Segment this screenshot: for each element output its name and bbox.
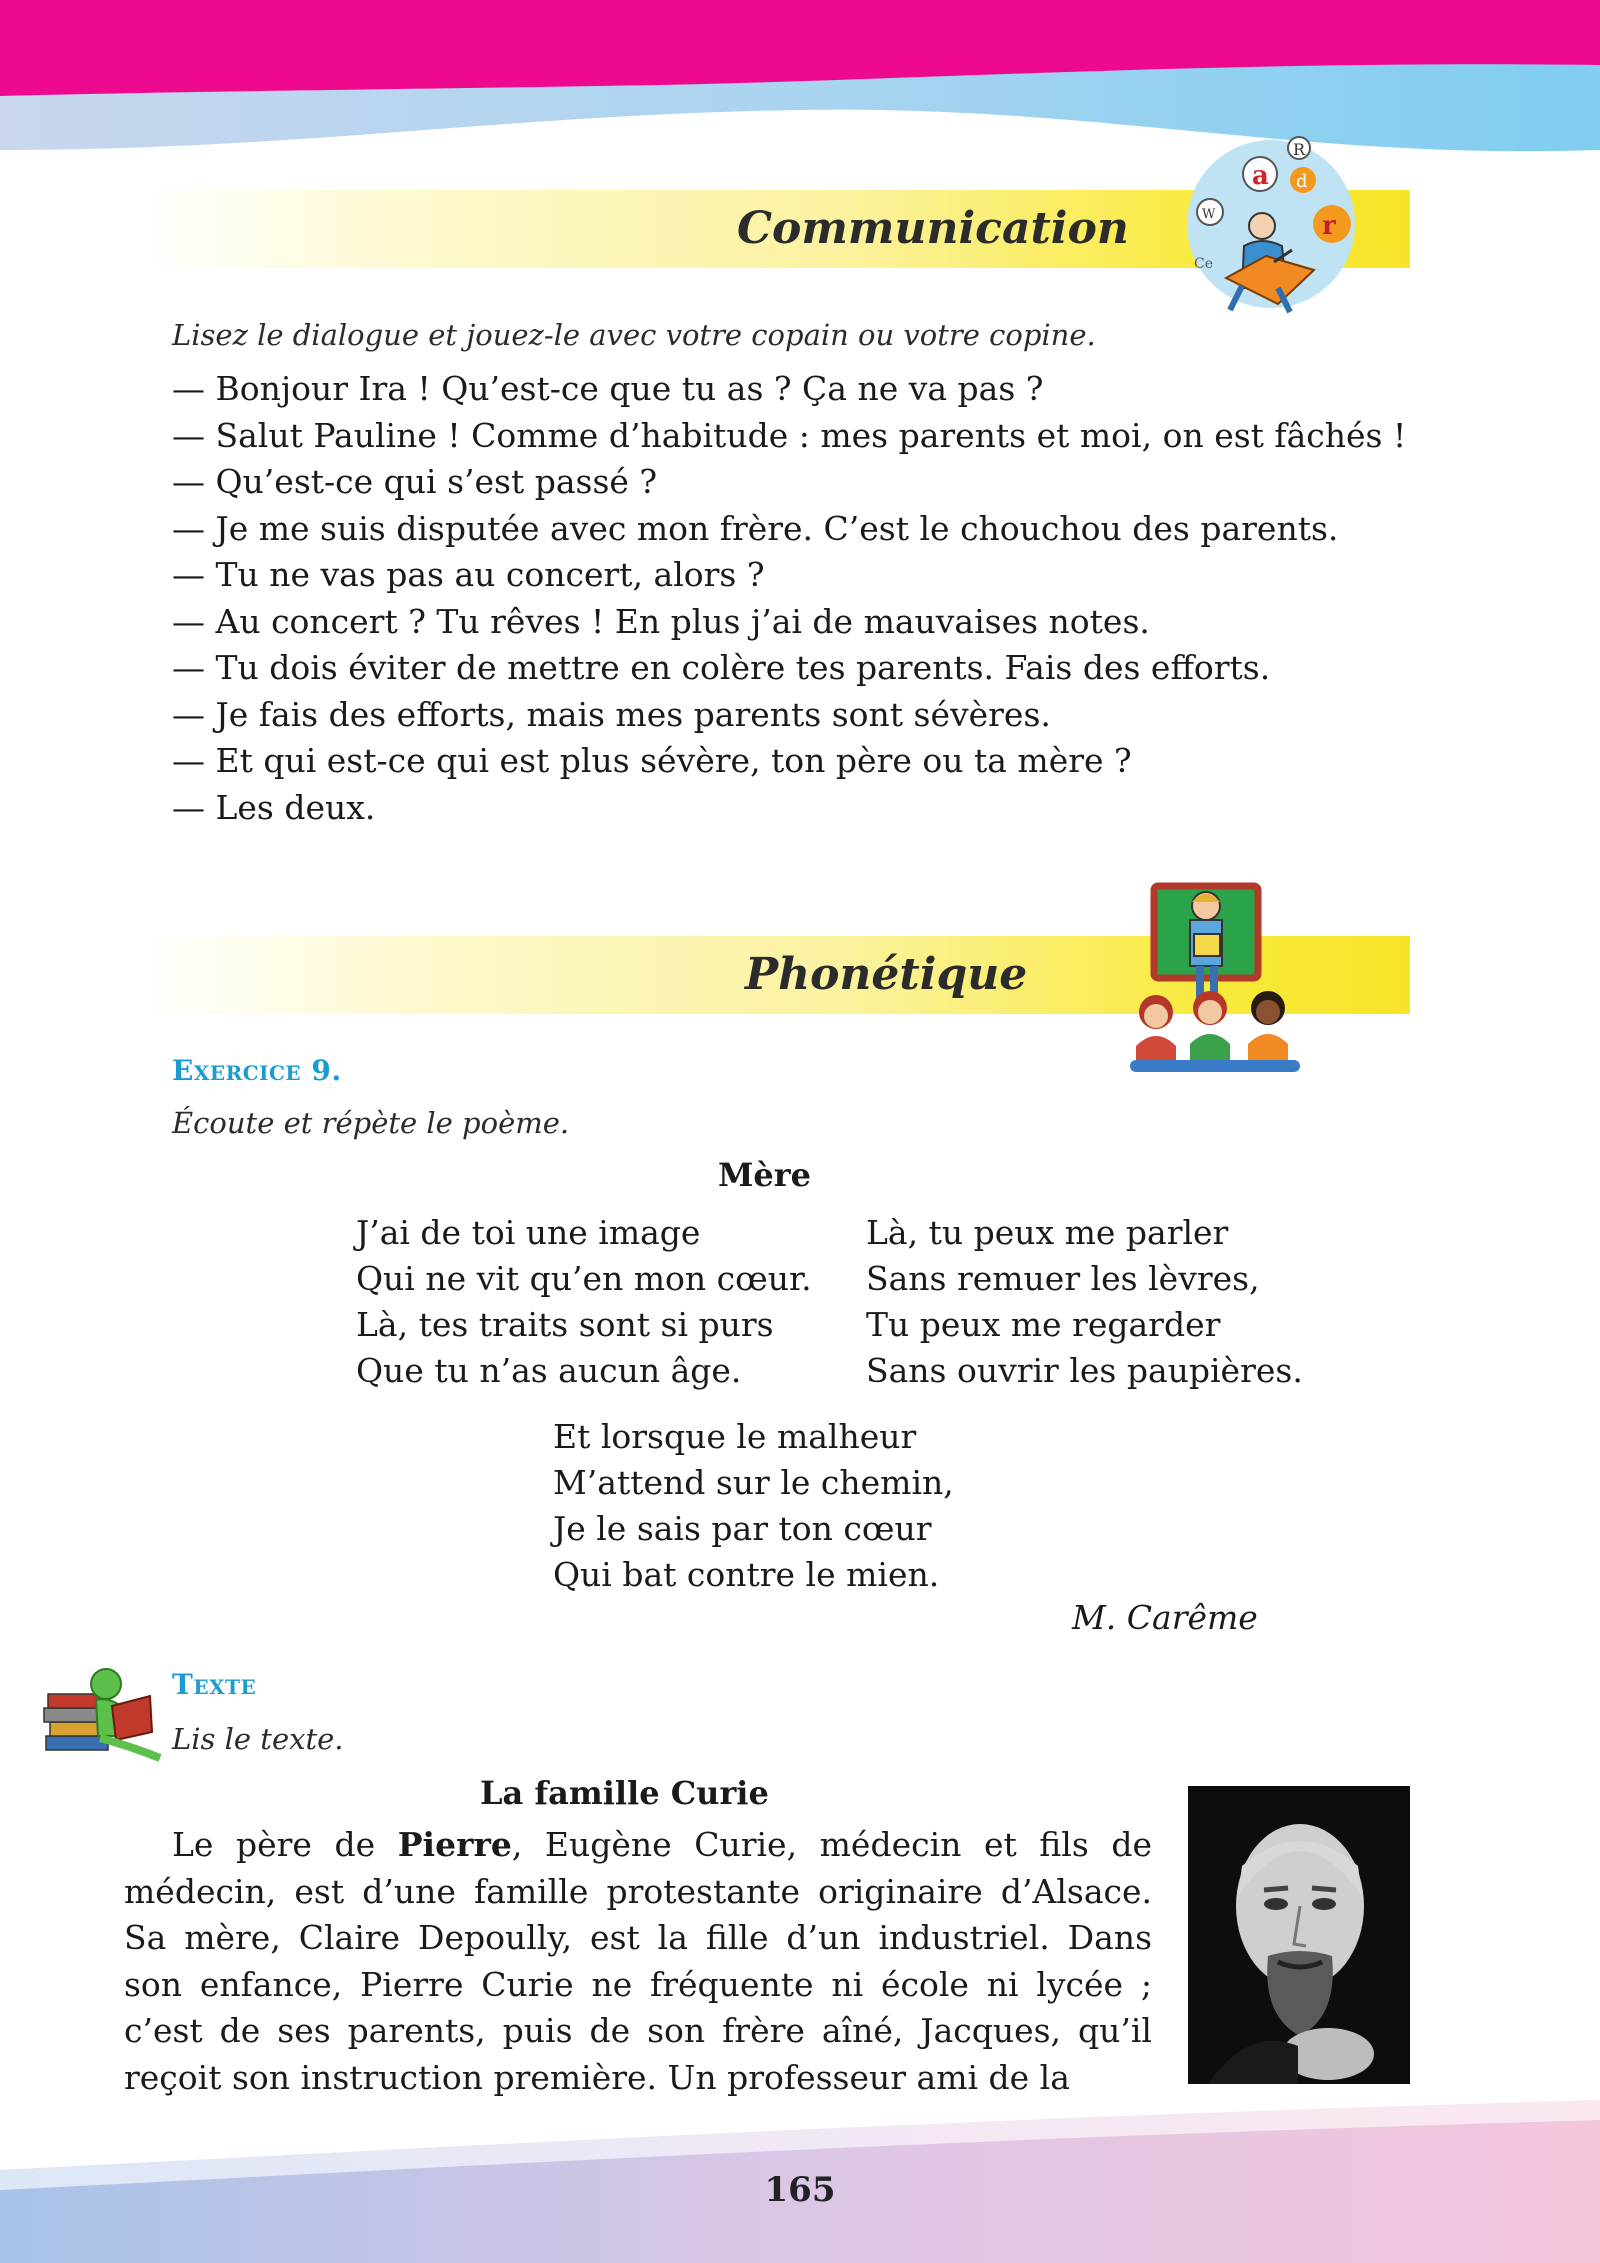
letters-reading-icon [1182,128,1360,320]
poem-line: Que tu n’as aucun âge. [356,1351,742,1390]
poem-stanza-bottom [553,1414,954,1598]
poem-stanza-left [356,1210,812,1394]
poem-line: M’attend sur le chemin, [553,1463,954,1502]
svg-text:W: W [1202,207,1216,222]
texte-label: Texte [172,1668,257,1701]
exercise-label: Exercice 9. [172,1054,342,1087]
dialogue-line: — Qu’est-ce qui s’est passé ? [172,462,658,501]
svg-text:R: R [1293,140,1306,159]
paragraph-lead: Le père de [172,1825,398,1864]
phonetique-instruction: Écoute et répète le poème. [172,1106,570,1140]
dialogue-line: — Et qui est-ce qui est plus sévère, ton père ou ta mère ? [172,741,1132,780]
communication-instruction: Lisez le dialogue et jouez-le avec votre copain ou votre copine. [172,318,1096,352]
poem-line: J’ai de toi une image [356,1213,701,1252]
dialogue-line: — Tu ne vas pas au concert, alors ? [172,555,765,594]
poem-line: Là, tu peux me parler [866,1213,1229,1252]
paragraph-body: , Eugène Curie, médecin et fils de médecin, est d’une famille protestante originaire d’Alsace. Sa mère, Claire Depoully, est la fille d’un industriel. Dans son enfance, Pierre Curie ne fréquente ni école ni lycée ; c’est de ses parents, puis de son frère aîné, Jacques, qu’il reçoit son instruction première. Un professeur ami de la [124,1825,1152,2097]
phonetique-title: Phonétique [745,949,1028,1000]
poem-line: Sans ouvrir les paupières. [866,1351,1303,1390]
poem-stanza-right [866,1210,1303,1394]
poem-author: M. Carême [1072,1598,1258,1637]
svg-text:a: a [1252,161,1269,191]
books-reader-icon [40,1666,170,1766]
texte-paragraph [124,1822,1152,2101]
texte-instruction: Lis le texte. [172,1722,344,1756]
pierre-curie-portrait [1188,1786,1410,2084]
poem-line: Je le sais par ton cœur [553,1509,932,1548]
poem-line: Tu peux me regarder [866,1305,1221,1344]
dialogue-line: — Tu dois éviter de mettre en colère tes parents. Fais des efforts. [172,648,1271,687]
dialogue-line: — Les deux. [172,787,376,827]
dialogue [124,366,1410,831]
texte-title: La famille Curie [480,1774,769,1812]
poem-line: Sans remuer les lèvres, [866,1259,1260,1298]
poem-title: Mère [718,1156,811,1194]
person-name-pierre: Pierre [397,1825,512,1864]
svg-text:Ce: Ce [1194,256,1213,272]
dialogue-line: — Je me suis disputée avec mon frère. C’est le chouchou des parents. [172,508,1339,548]
poem-line: Là, tes traits sont si purs [356,1305,774,1344]
communication-title: Communication [737,203,1129,254]
dialogue-line: — Salut Pauline ! Comme d’habitude : mes parents et moi, on est fâchés ! [172,415,1407,455]
portrait-image [1188,1786,1410,2084]
dialogue-line: — Bonjour Ira ! Qu’est-ce que tu as ? Ça ne va pas ? [172,369,1044,408]
dialogue-line: — Je fais des efforts, mais mes parents sont sévères. [172,694,1051,734]
poem-line: Et lorsque le malheur [553,1417,917,1456]
page-number: 165 [764,2170,836,2210]
poem-line: Qui ne vit qu’en mon cœur. [356,1259,812,1298]
poem-line: Qui bat contre le mien. [553,1555,940,1594]
classroom-teacher-icon [1120,876,1310,1076]
header-decoration [0,0,1600,200]
dialogue-line: — Au concert ? Tu rêves ! En plus j’ai de mauvaises notes. [172,601,1150,641]
svg-text:r: r [1322,211,1336,241]
svg-text:d: d [1296,171,1308,192]
